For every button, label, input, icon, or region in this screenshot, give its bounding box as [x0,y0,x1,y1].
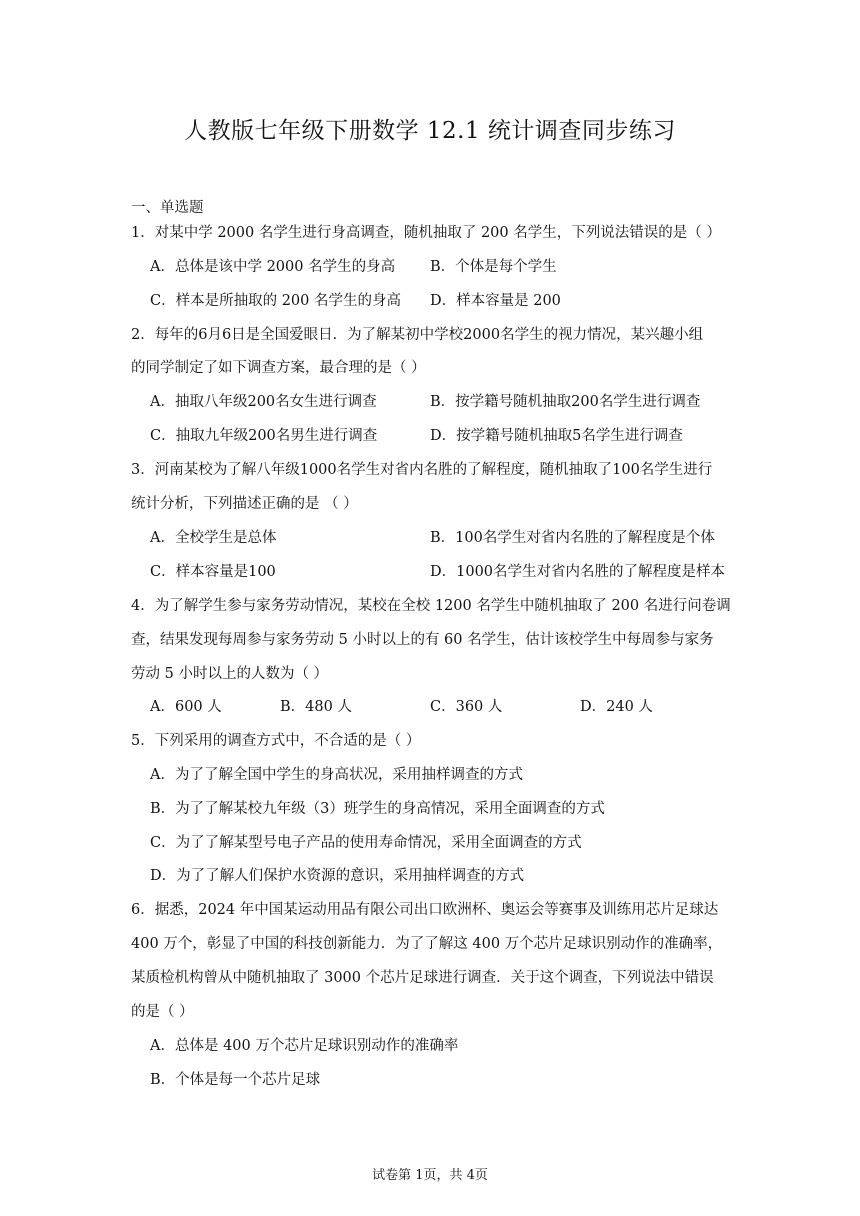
question-5-option-b: B．为了了解某校九年级（3）班学生的身高情况，采用全面调查的方式 [150,801,605,817]
question-6-stem-line-1: 6．据悉，2024 年中国某运动用品有限公司出口欧洲杯、奥运会等赛事及训练用芯片足球达 [131,902,719,918]
question-6-option-a: A．总体是 400 万个芯片足球识别动作的准确率 [150,1038,459,1054]
question-1-option-d: D．样本容量是 200 [430,293,561,309]
question-4-stem-line-3: 劳动 5 小时以上的人数为（ ） [131,666,329,682]
question-2-stem-line-2: 的同学制定了如下调查方案，最合理的是（ ） [131,360,426,376]
question-4-stem-line-1: 4．为了解学生参与家务劳动情况，某校在全校 1200 名学生中随机抽取了 200 名进行问卷调 [131,598,731,614]
question-4-stem-line-2: 查，结果发现每周参与家务劳动 5 小时以上的有 60 名学生，估计该校学生中每周参与家务 [131,632,714,648]
section-heading: 一、单选题 [131,200,204,216]
question-2-option-a: A．抽取八年级200名女生进行调查 [150,394,377,410]
question-3-option-a: A．全校学生是总体 [150,530,277,546]
question-4-option-b: B．480 人 [280,699,352,715]
question-3-stem-line-1: 3．河南某校为了解八年级1000名学生对省内名胜的了解程度，随机抽取了100名学生进行 [131,462,713,478]
question-6-stem-line-2: 400 万个，彰显了中国的科技创新能力．为了了解这 400 万个芯片足球识别动作的准确率， [131,936,723,952]
question-3-option-d: D．1000名学生对省内名胜的了解程度是样本 [430,564,726,580]
question-5-stem: 5．下列采用的调查方式中，不合适的是（ ） [131,733,421,749]
question-5-option-d: D．为了了解人们保护水资源的意识，采用抽样调查的方式 [150,868,525,884]
page-title: 人教版七年级下册数学 12.1 统计调查同步练习 [184,118,676,144]
question-4-option-d: D．240 人 [580,699,653,715]
question-1-option-c: C．样本是所抽取的 200 名学生的身高 [150,293,401,309]
question-6-stem-line-4: 的是（ ） [131,1004,194,1020]
question-1-option-a: A．总体是该中学 2000 名学生的身高 [150,259,396,275]
question-1-option-b: B．个体是每个学生 [430,259,557,275]
question-2-option-d: D．按学籍号随机抽取5名学生进行调查 [430,428,683,444]
question-5-option-c: C．为了了解某型号电子产品的使用寿命情况，采用全面调查的方式 [150,835,582,851]
question-4-option-c: C．360 人 [430,699,503,715]
question-2-option-b: B．按学籍号随机抽取200名学生进行调查 [430,394,701,410]
question-6-stem-line-3: 某质检机构曾从中随机抽取了 3000 个芯片足球进行调查．关于这个调查，下列说法中错误 [131,970,714,986]
question-3-stem-line-2: 统计分析，下列描述正确的是 （ ） [131,496,358,512]
question-2-stem-line-1: 2．每年的6月6日是全国爱眼日．为了解某初中学校2000名学生的视力情况，某兴趣小组 [131,327,704,343]
question-6-option-b: B．个体是每一个芯片足球 [150,1072,321,1088]
question-2-option-c: C．抽取九年级200名男生进行调查 [150,428,378,444]
question-3-option-b: B．100名学生对省内名胜的了解程度是个体 [430,530,715,546]
question-4-option-a: A．600 人 [150,699,222,715]
page-footer: 试卷第 1页，共 4页 [372,1168,488,1183]
question-5-option-a: A．为了了解全国中学生的身高状况，采用抽样调查的方式 [150,767,523,783]
question-1-stem: 1．对某中学 2000 名学生进行身高调查，随机抽取了 200 名学生，下列说法错误的是（ ） [131,225,721,241]
question-3-option-c: C．样本容量是100 [150,564,276,580]
